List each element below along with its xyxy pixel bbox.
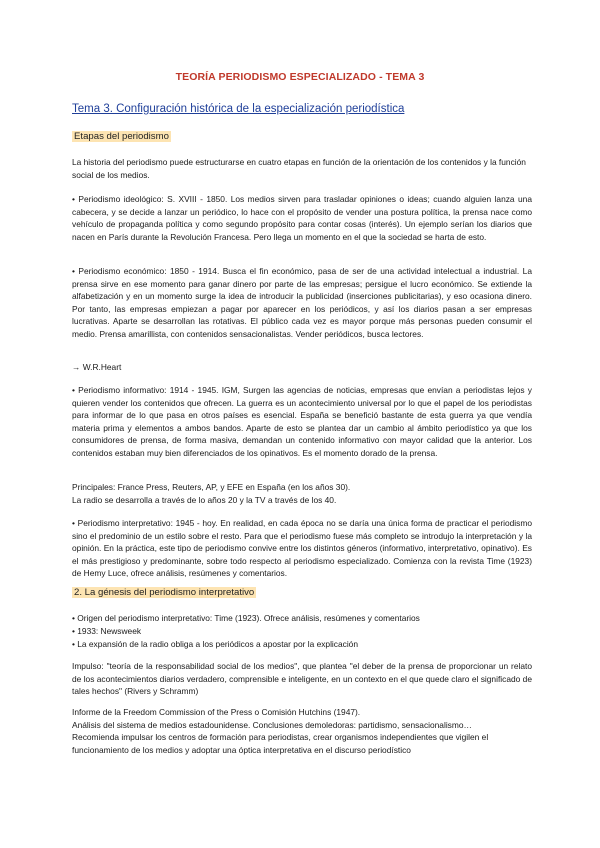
genesis-item: • La expansión de la radio obliga a los periódicos a apostar por la explicación	[72, 639, 359, 649]
informe-paragraph: Informe de la Freedom Commission of the Press o Comisión Hutchins (1947). Análisis del sistema de medios estadounidense. Conclusiones demoledoras: partidismo, sensacionalismo… Recomienda impulsar los centros de formación para periodistas, crear organismos independientes que vigilen el funcionamiento de los medios y adoptar una óptica interpretativa en el discurso periodístico	[72, 707, 489, 755]
paragraph-economico: • Periodismo económico: 1850 - 1914. Busca el fin económico, pasa de ser de una actividad intelectual a industrial. La prensa sirve en ese momento para ganar dinero por parte de las empresas; persigue el lucro económico. Se extiende la alfabetización y en un momento surge la idea de introducir la publicidad (inserciones publicitarias), y eso ocasiona dinero. Por tanto, las empresas empiezan a pagar por aparecer en los periódicos, y así los diarios pasan a ser empresas lucrativas. Aparte se desarrollan las rotativas. El público cada vez es mayor porque más personas pueden consumir el medio. Prensa amarillista, con contenidos sensacionalistas. Vender periódicos, busca lectores.	[72, 266, 532, 339]
tema-heading: Tema 3. Configuración histórica de la especialización periodística	[72, 103, 405, 115]
paragraph-interpretativo: • Periodismo interpretativo: 1945 - hoy. En realidad, en cada época no se daría una única forma de practicar el periodismo sino el predominio de un estilo sobre el resto. Para que el periodismo fuese más completo se introdujo la interpretación y la opinión. En la práctica, este tipo de periodismo convive entre los distintos géneros (informativo, interpretativo, opinativo). Es el más prestigioso y predominante, sobre todo respecto al periodismo especializado. Comienza con la revista Time (1923) de Hemy Luce, ofrece análisis, resúmenes y comentarios.	[72, 518, 532, 579]
section-heading-genesis: 2. La génesis del periodismo interpretativo	[74, 587, 255, 598]
genesis-item: • 1933: Newsweek	[72, 626, 142, 636]
paragraph-informativo: • Periodismo informativo: 1914 - 1945. IGM, Surgen las agencias de noticias, empresas que envían a periodistas lejos y quieren vender los contenidos que ofrecen. La guerra es un acontecimiento universal por lo que el papel de los periodistas para informar de lo que pasa en otros países es esencial. España se benefició bastante de esta guerra ya que vendía materia prima y elementos a ambos bandos. Aparte de esto se plantea dar un cambio al ámbito periodístico ya que los consumidores de prensa, de forma masiva, demandan un contenido informativo con mayor calidad que la anterior. Los contenidos estaban muy bien diferenciados de los opinativos. Es el momento dorado de la prensa.	[72, 385, 532, 458]
impulso-paragraph: Impulso: "teoría de la responsabilidad social de los medios", que plantea "el deber de la prensa de proporcionar un relato de los acontecimientos diarios verdadero, comprensible e inteligente, en un contexto en el que quede claro el significado de tales hechos" (Rivers y Schramm)	[72, 661, 532, 697]
intro-paragraph: La historia del periodismo puede estructurarse en cuatro etapas en función de la orientación de los contenidos y la función social de los medios.	[72, 157, 526, 180]
radio-tv-line: La radio se desarrolla a través de lo años 20 y la TV a través de los 40.	[72, 495, 337, 505]
document-title: TEORÍA PERIODISMO ESPECIALIZADO - TEMA 3	[175, 71, 425, 83]
section-heading-etapas: Etapas del periodismo	[74, 131, 169, 142]
arrow-note: → W.R.Heart	[72, 362, 122, 372]
paragraph-ideologico: • Periodismo ideológico: S. XVIII - 1850. Los medios sirven para trasladar opiniones o ideas; cuando alguien lanza una cabecera, y se decide a lanzar un periódico, lo hace con el propósito de vender una postura política, la prensa nace como vehículo de propaganda política y como segundo propósito para contar cosas (interés). Un ejemplo serían los diarios que nacen en París durante la Revolución Francesa. Pero llega un momento en el que la sociedad se harta de esto.	[72, 194, 532, 242]
agencias-line: Principales: France Press, Reuters, AP, y EFE en España (en los años 30).	[72, 482, 351, 492]
genesis-item: • Origen del periodismo interpretativo: Time (1923). Ofrece análisis, resúmenes y comentarios	[72, 613, 420, 623]
